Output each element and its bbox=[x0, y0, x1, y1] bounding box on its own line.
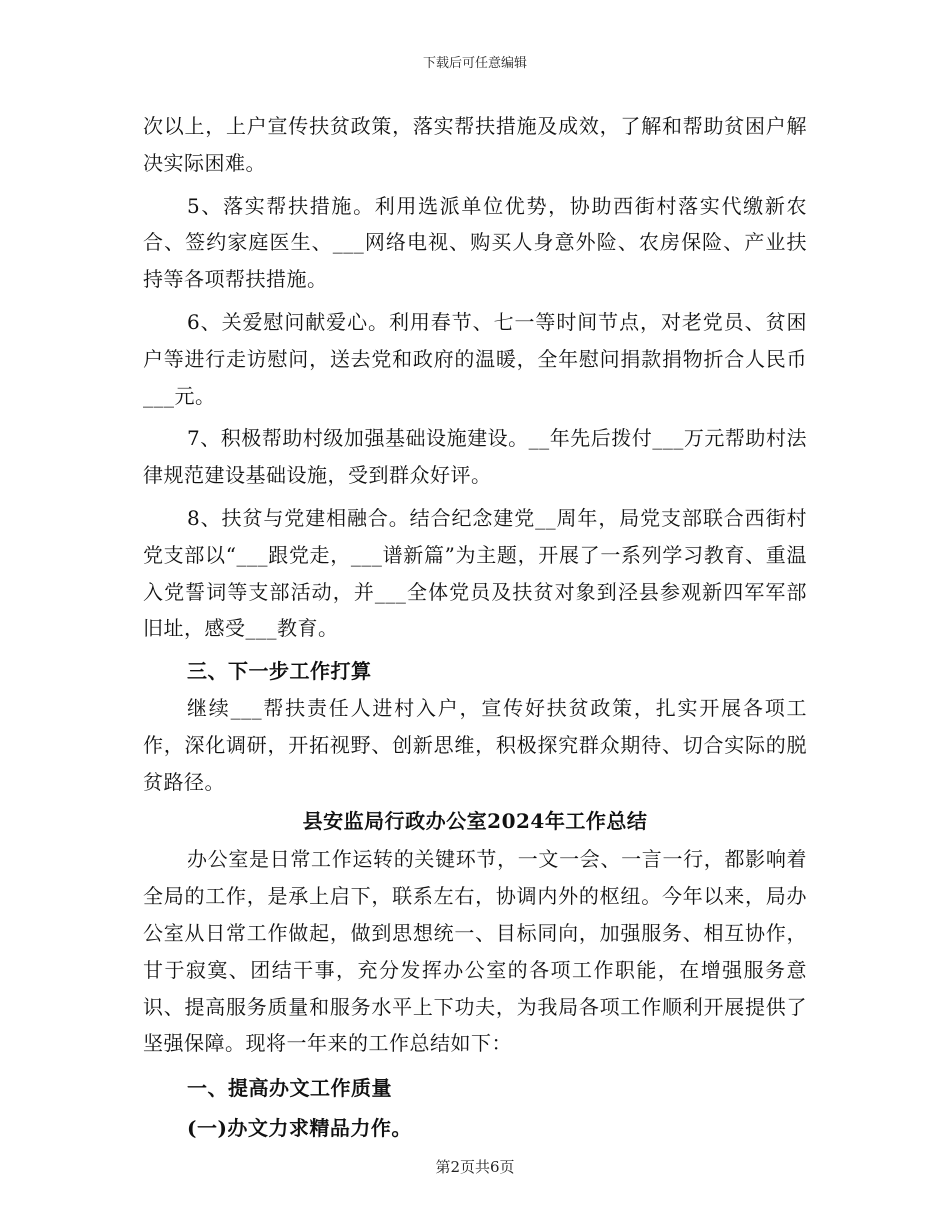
paragraph-item-5: 5、落实帮扶措施。利用选派单位优势，协助西街村落实代缴新农合、签约家庭医生、___网络电视、购买人身意外险、农房保险、产业扶持等各项帮扶措施。 bbox=[143, 193, 807, 292]
document-body bbox=[143, 108, 807, 1148]
page-footer: 第2页共6页 bbox=[435, 1158, 515, 1176]
paragraph-continuation: 次以上，上户宣传扶贫政策，落实帮扶措施及成效，了解和帮助贫困户解决实际困难。 bbox=[143, 114, 807, 175]
page-header: 下载后可任意编辑 bbox=[422, 56, 527, 71]
paragraph-next-steps: 继续___帮扶责任人进村入户，宣传好扶贫政策，扎实开展各项工作，深化调研，开拓视野、创新思维，积极探究群众期待、切合实际的脱贫路径。 bbox=[143, 695, 807, 794]
section-heading-next-steps: 三、下一步工作打算 bbox=[187, 659, 372, 684]
document-title: 县安监局行政办公室2024年工作总结 bbox=[302, 809, 648, 834]
paragraph-intro: 办公室是日常工作运转的关键环节，一文一会、一言一行，都影响着全局的工作，是承上启下，联系左右，协调内外的枢纽。今年以来，局办公室从日常工作做起，做到思想统一、目标同向，加强服务、相互协作，甘于寂寞、团结干事，充分发挥办公室的各项工作职能，在增强服务意识、提高服务质量和服务水平上下功夫，为我局各项工作顺利开展提供了坚强保障。现将一年来的工作总结如下： bbox=[143, 847, 807, 1056]
subsection-heading-1: (一)办文力求精品力作。 bbox=[187, 1116, 412, 1141]
paragraph-item-6: 6、关爱慰问献爱心。利用春节、七一等时间节点，对老党员、贫困户等进行走访慰问，送去党和政府的温暖，全年慰问捐款捐物折合人民币___元。 bbox=[143, 309, 807, 408]
section-heading-1: 一、提高办文工作质量 bbox=[187, 1076, 392, 1101]
paragraph-item-7: 7、积极帮助村级加强基础设施建设。__年先后拨付___万元帮助村法律规范建设基础设施，受到群众好评。 bbox=[143, 426, 807, 488]
paragraph-item-8: 8、扶贫与党建相融合。结合纪念建党__周年，局党支部联合西街村党支部以“___跟党走，___谱新篇”为主题，开展了一系列学习教育、重温入党誓词等支部活动，并___全体党员及扶贫对象到泾县参观新四军军部旧址，感受___教育。 bbox=[143, 505, 807, 641]
